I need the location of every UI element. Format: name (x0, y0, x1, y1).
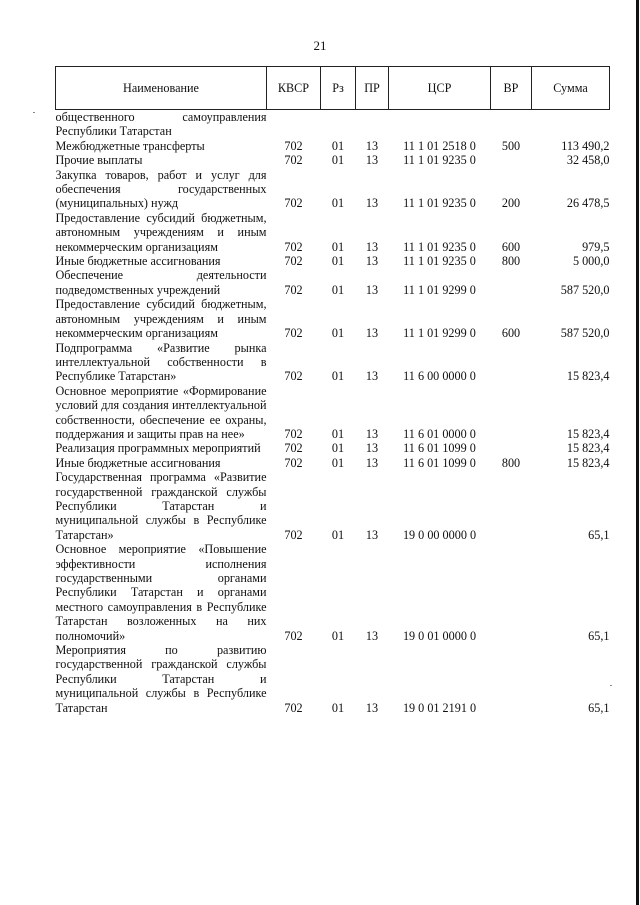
cell-vr (491, 384, 532, 442)
cell-rz: 01 (331, 455, 345, 470)
cell-vr (491, 643, 532, 715)
cell-csr: 11 6 01 1099 0 (403, 441, 476, 456)
cell-vr (491, 268, 532, 297)
cell-name: Реализация программных мероприятий (55, 441, 261, 456)
cell-sum: 26 478,5 (566, 196, 610, 211)
table-row (56, 153, 610, 167)
scan-edge-shadow (636, 0, 639, 905)
cell-csr: 11 1 01 9299 0 (403, 282, 476, 297)
header-csr: ЦСР (389, 67, 491, 110)
header-sum: Сумма (532, 67, 610, 110)
cell-kvsr: 702 (284, 527, 303, 542)
budget-table (55, 66, 610, 715)
cell-vr (491, 110, 532, 139)
table-row (56, 211, 610, 254)
cell-name: Предоставление субсидий бюджетным, автономным учреждениям и иным некоммерческим организациям (55, 297, 267, 341)
cell-vr (491, 441, 532, 455)
cell-kvsr (267, 110, 321, 139)
cell-sum: 5 000,0 (572, 254, 610, 269)
header-vr: ВР (491, 67, 532, 110)
cell-csr: 19 0 01 2191 0 (402, 700, 477, 715)
cell-csr: 11 1 01 9235 0 (403, 153, 476, 168)
cell-kvsr: 702 (284, 426, 303, 441)
cell-kvsr: 702 (284, 441, 303, 456)
cell-rz: 01 (331, 153, 345, 168)
cell-name: Основное мероприятие «Повышение эффективности исполнения государственными органами Республики Татарстан и органами местного самоуправления в Республике Татарстан возложенных на них полномочий» (55, 542, 267, 643)
cell-sum: 32 458,0 (566, 153, 610, 168)
cell-rz: 01 (331, 628, 345, 643)
cell-rz: 01 (331, 239, 345, 254)
table-row (56, 341, 610, 384)
cell-vr: 500 (501, 138, 521, 153)
cell-pr: 13 (365, 153, 379, 168)
cell-vr (491, 153, 532, 167)
cell-csr: 19 0 01 0000 0 (402, 628, 477, 643)
header-pr: ПР (356, 67, 389, 110)
cell-vr: 200 (501, 196, 521, 211)
cell-name: Государственная программа «Развитие государственной гражданской службы Республики Татарстан и муниципальной службы в Республике Татарстан» (55, 470, 267, 542)
cell-name: Подпрограмма «Развитие рынка интеллектуальной собственности в Республике Татарстан» (55, 340, 267, 384)
cell-sum: 65,1 (588, 700, 610, 715)
header-kvsr: КВСР (267, 67, 321, 110)
cell-name: Основное мероприятие «Формирование условий для создания интеллектуальной собственности, обеспечение ее охраны, поддержания и защиты прав на нее» (55, 383, 267, 441)
cell-pr (356, 110, 389, 139)
cell-name: Обеспечение деятельности подведомственных учреждений (55, 268, 267, 297)
table-row (56, 168, 610, 211)
cell-kvsr: 702 (284, 628, 303, 643)
cell-sum: 587 520,0 (560, 282, 610, 297)
cell-csr (389, 110, 491, 139)
cell-csr: 11 6 01 0000 0 (403, 426, 476, 441)
table-row (56, 384, 610, 442)
cell-rz (321, 110, 356, 139)
cell-sum (532, 110, 610, 139)
cell-rz: 01 (331, 700, 345, 715)
cell-pr: 13 (365, 138, 379, 153)
cell-vr (491, 341, 532, 384)
cell-kvsr: 702 (284, 153, 303, 168)
table-header-row (56, 67, 610, 110)
cell-rz: 01 (331, 254, 345, 269)
cell-vr (491, 542, 532, 643)
cell-sum: 15 823,4 (566, 369, 610, 384)
cell-kvsr: 702 (284, 455, 303, 470)
table-row (56, 470, 610, 542)
cell-csr: 11 6 00 0000 0 (403, 369, 476, 384)
cell-kvsr: 702 (284, 254, 303, 269)
table-row (56, 110, 610, 139)
cell-csr: 11 1 01 9235 0 (403, 239, 476, 254)
cell-name: Иные бюджетные ассигнования (55, 455, 221, 470)
cell-kvsr: 702 (284, 138, 303, 153)
cell-sum: 15 823,4 (566, 441, 610, 456)
cell-name: Мероприятия по развитию государственной гражданской службы Республики Татарстан и муниципальной службы в Республике Татарстан (55, 643, 267, 715)
cell-name: Прочие выплаты (55, 153, 143, 168)
cell-pr: 13 (365, 239, 379, 254)
cell-sum: 65,1 (588, 628, 610, 643)
table-row (56, 441, 610, 455)
cell-kvsr: 702 (284, 369, 303, 384)
cell-sum: 113 490,2 (561, 138, 610, 153)
cell-rz: 01 (331, 369, 345, 384)
scan-speck (610, 685, 612, 686)
cell-rz: 01 (331, 527, 345, 542)
cell-pr: 13 (365, 455, 379, 470)
table-row (56, 542, 610, 643)
cell-csr: 11 1 01 9299 0 (403, 326, 476, 341)
cell-kvsr: 702 (284, 282, 303, 297)
cell-rz: 01 (331, 326, 345, 341)
cell-name: Предоставление субсидий бюджетным, автономным учреждениям и иным некоммерческим организациям (55, 210, 267, 254)
cell-name: Межбюджетные трансферты (55, 138, 205, 153)
cell-pr: 13 (365, 700, 379, 715)
cell-name: общественного самоуправления Республики Татарстан (55, 110, 267, 139)
table-row (56, 139, 610, 153)
cell-sum: 979,5 (582, 239, 610, 254)
cell-name: Закупка товаров, работ и услуг для обеспечения государственных (муниципальных) нужд (55, 167, 267, 211)
header-name: Наименование (56, 67, 267, 110)
cell-pr: 13 (365, 628, 379, 643)
cell-csr: 11 1 01 9235 0 (403, 254, 476, 269)
cell-kvsr: 702 (284, 326, 303, 341)
cell-vr (491, 470, 532, 542)
cell-csr: 11 1 01 9235 0 (403, 196, 476, 211)
cell-pr: 13 (365, 196, 379, 211)
scan-speck (33, 112, 35, 113)
page-number: 21 (313, 38, 327, 53)
cell-rz: 01 (331, 138, 345, 153)
cell-vr: 800 (501, 455, 521, 470)
cell-rz: 01 (331, 426, 345, 441)
cell-kvsr: 702 (284, 700, 303, 715)
cell-vr: 600 (501, 239, 521, 254)
cell-name: Иные бюджетные ассигнования (55, 254, 221, 269)
cell-pr: 13 (365, 254, 379, 269)
cell-pr: 13 (365, 369, 379, 384)
cell-pr: 13 (365, 326, 379, 341)
table-row (56, 456, 610, 470)
cell-kvsr: 702 (284, 196, 303, 211)
table-row (56, 254, 610, 268)
table-row (56, 297, 610, 340)
cell-pr: 13 (365, 527, 379, 542)
cell-vr: 800 (501, 254, 521, 269)
cell-csr: 11 1 01 2518 0 (403, 138, 476, 153)
table-row (56, 268, 610, 297)
cell-csr: 11 6 01 1099 0 (403, 455, 476, 470)
cell-pr: 13 (365, 282, 379, 297)
cell-pr: 13 (365, 426, 379, 441)
cell-vr: 600 (501, 326, 521, 341)
cell-rz: 01 (331, 441, 345, 456)
table-row (56, 643, 610, 715)
cell-sum: 587 520,0 (560, 326, 610, 341)
header-rz: Рз (321, 67, 356, 110)
cell-rz: 01 (331, 196, 345, 211)
cell-pr: 13 (365, 441, 379, 456)
cell-sum: 15 823,4 (566, 426, 610, 441)
cell-sum: 15 823,4 (566, 455, 610, 470)
cell-csr: 19 0 00 0000 0 (402, 527, 477, 542)
cell-sum: 65,1 (588, 527, 610, 542)
cell-rz: 01 (331, 282, 345, 297)
cell-kvsr: 702 (284, 239, 303, 254)
